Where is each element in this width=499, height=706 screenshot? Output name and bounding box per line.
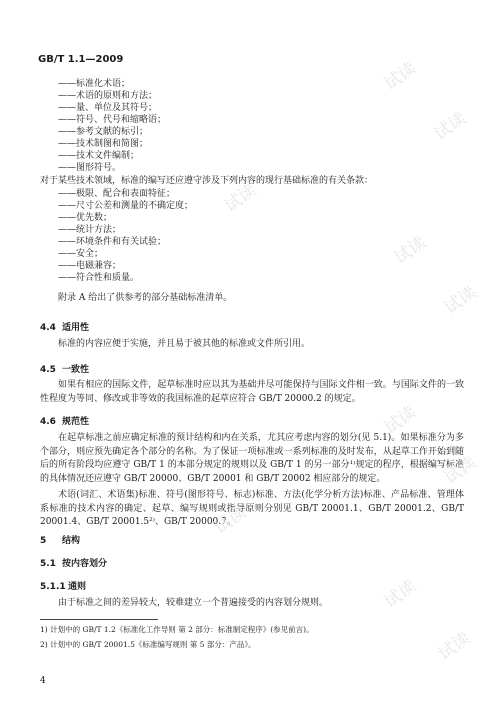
footnote-divider bbox=[40, 619, 158, 620]
section-heading-4-4 bbox=[40, 320, 89, 333]
footnote-2: 2) 计划中的 GB/T 20001.5《标准编写规则 第 5 部分：产品》。 bbox=[40, 640, 256, 649]
technical-fields-intro: 对于某些技术领域，标准的编写还应遵守涉及下列内容的现行基础标准的有关条款： bbox=[40, 176, 374, 186]
section-number: 5.1 bbox=[40, 559, 56, 569]
list-item: ——极限、配合和表面特征； bbox=[58, 189, 176, 199]
watermark: 试读 bbox=[210, 502, 251, 539]
standard-code-header: GB/T 1.1—2009 bbox=[38, 54, 124, 65]
list-item: ——统计方法； bbox=[58, 225, 122, 235]
section-5-1-1-text: 由于标准之间的差异较大，较难建立一个普遍接受的内容划分规则。 bbox=[58, 598, 329, 608]
section-title: 规范性 bbox=[62, 417, 90, 427]
list-item: ——符合性和质量。 bbox=[58, 273, 140, 283]
footnote-1: 1) 计划中的 GB/T 1.2《标准化工作导则 第 2 部分：标准制定程序》(参见前言)。 bbox=[40, 625, 314, 634]
list-item: ——尺寸公差和测量的不确定度； bbox=[58, 201, 194, 211]
watermark: 试读 bbox=[380, 58, 421, 95]
basic-standards-list bbox=[58, 78, 166, 174]
page-number: 4 bbox=[40, 676, 46, 686]
list-item: ——符号、代号和缩略语； bbox=[58, 115, 167, 125]
list-item: ——安全； bbox=[58, 249, 104, 259]
section-number: 5.1.1 bbox=[40, 582, 66, 592]
list-item: ——术语的原则和方法； bbox=[58, 91, 158, 101]
section-heading-5-1-1 bbox=[40, 579, 86, 592]
list-item: ——量、单位及其符号； bbox=[58, 103, 158, 113]
section-4-6-paragraph-1: 在起草标准之前应确定标准的预计结构和内在关系，尤其应考虑内容的划分(见 5.1)。如果标准分为多个部分，则应预先确定各个部分的名称。为了保证一项标准或一系列标准的及时发布，从起草工作开始到随后的所有阶段均应遵守 GB/T 1 的本部分规定的规则以及 GB/T 1 的另一部分¹⁾规定的程序，根据编写标准的具体情况还应遵守 GB/T 20000、GB/T 20001 和 GB/T 20002 相应部分的规定。 bbox=[40, 433, 464, 484]
list-item: ——技术文件编制； bbox=[58, 151, 140, 161]
watermark: 试读 bbox=[440, 452, 481, 489]
list-item: ——图形符号。 bbox=[58, 163, 122, 173]
watermark: 试读 bbox=[380, 576, 421, 613]
section-4-4-text: 标准的内容应便于实施，并且易于被其他的标准或文件所引用。 bbox=[58, 339, 311, 349]
watermark: 试读 bbox=[440, 282, 481, 319]
list-item: ——标准化术语； bbox=[58, 79, 131, 89]
section-number: 4.5 bbox=[40, 365, 56, 375]
section-title: 结构 bbox=[62, 536, 81, 546]
section-title: 通则 bbox=[68, 582, 87, 592]
section-title: 按内容划分 bbox=[62, 559, 108, 569]
appendix-note: 附录 A 给出了供参考的部分基础标准清单。 bbox=[58, 293, 233, 303]
watermark: 试读 bbox=[434, 628, 475, 665]
section-title: 适用性 bbox=[62, 323, 90, 333]
watermark: 试读 bbox=[380, 402, 421, 439]
section-number: 5 bbox=[40, 536, 47, 546]
section-number: 4.6 bbox=[40, 417, 56, 427]
list-item: ——环境条件和有关试验； bbox=[58, 237, 167, 247]
section-heading-5-1 bbox=[40, 556, 107, 569]
section-4-5-text: 如果有相应的国际文件，起草标准时应以其为基础并尽可能保持与国际文件相一致。与国际文件的一致性程度为等同、修改或非等效的我国标准的起草应符合 GB/T 20000.2 的规定。 bbox=[40, 380, 464, 404]
list-item: ——电磁兼容； bbox=[58, 261, 122, 271]
watermark: 试读 bbox=[390, 232, 431, 269]
technical-fields-list bbox=[58, 188, 193, 284]
section-heading-4-5 bbox=[40, 362, 89, 375]
section-number: 4.4 bbox=[40, 323, 56, 333]
section-heading-4-6 bbox=[40, 414, 89, 427]
watermark: 试读 bbox=[430, 108, 471, 145]
section-4-6-paragraph-2: 术语(词汇、术语集)标准、符号(图形符号、标志)标准、方法(化学分析方法)标准、产品标准、管理体系标准的技术内容的确定、起草、编写规则或指导原则分别见 GB/T 20001.1、GB/T 20001.2、GB/T 20001.4、GB/T 20001.5²⁾、GB/T 20000.7。 bbox=[40, 490, 464, 528]
list-item: ——优先数； bbox=[58, 213, 113, 223]
list-item: ——参考文献的标引； bbox=[58, 127, 149, 137]
watermark: 试读 bbox=[220, 180, 261, 217]
section-title: 一致性 bbox=[62, 365, 90, 375]
section-heading-5 bbox=[40, 533, 80, 546]
list-item: ——技术制图和简图； bbox=[58, 139, 149, 149]
